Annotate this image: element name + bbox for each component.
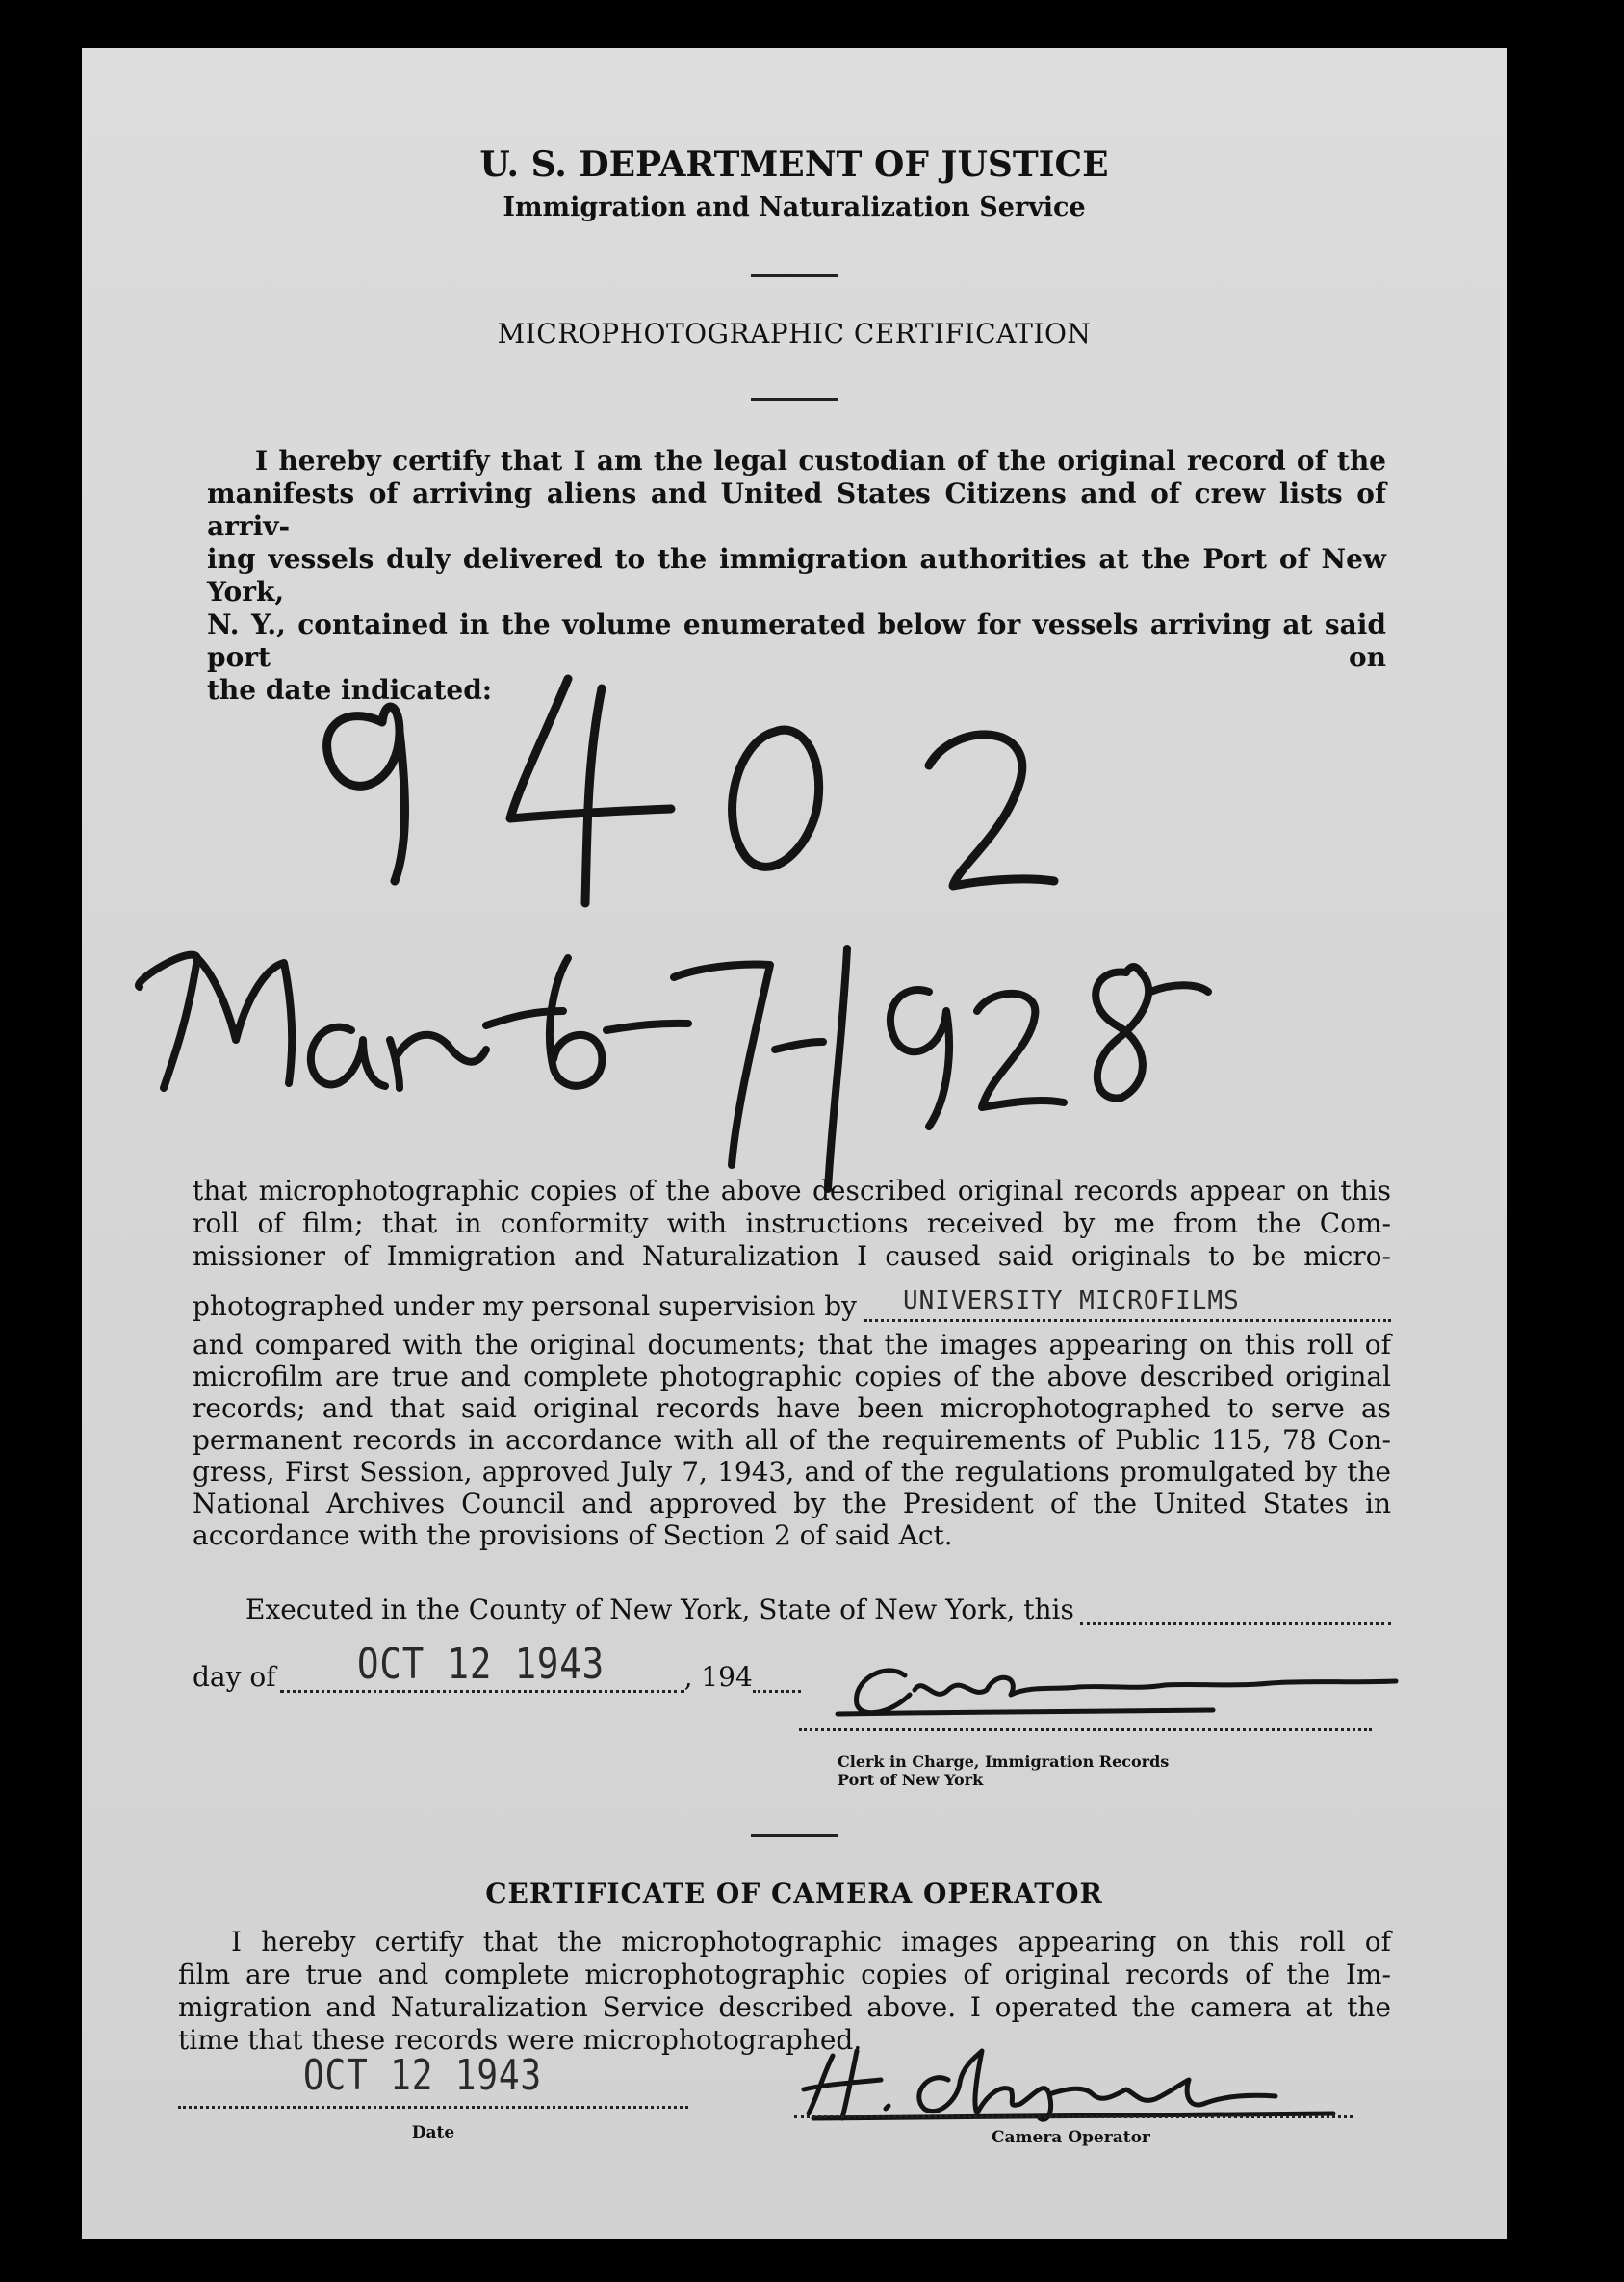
- body-line: records; and that said original records have been microphotographed to serve as: [193, 1392, 1391, 1424]
- clerk-title-line: Clerk in Charge, Immigration Records: [838, 1752, 1170, 1771]
- camera-line: migration and Naturalization Service described above. I operated the camera at the: [178, 1991, 1391, 2023]
- intro-line: the date indicated:: [207, 674, 493, 706]
- supervision-prefix: photographed under my personal supervision by: [193, 1290, 857, 1322]
- body-line: microfilm are true and complete photographic copies of the above described original: [193, 1361, 1391, 1392]
- execution-line: [245, 1594, 1391, 1625]
- handwritten-volume: [327, 679, 1054, 903]
- execution-fill-line: [1080, 1599, 1391, 1625]
- clerk-signature: [828, 1647, 1425, 1724]
- intro-line: I hereby certify that I am the legal custodian of the original record of the: [255, 445, 1386, 477]
- camera-operator-signature: [794, 2036, 1410, 2123]
- camera-operator-line: [794, 2115, 1353, 2118]
- divider-mid: [751, 398, 838, 401]
- supervision-line: [193, 1286, 1391, 1322]
- year-prefix: , 194: [683, 1661, 753, 1693]
- body-line: permanent records in accordance with all of the requirements of Public 115, 78 Con-: [193, 1424, 1391, 1456]
- execution-text: Executed in the County of New York, State of New York, this: [245, 1594, 1074, 1625]
- body-line: accordance with the provisions of Section 2 of said Act.: [193, 1519, 953, 1551]
- certification-title: MICROPHOTOGRAPHIC CERTIFICATION: [497, 318, 1092, 350]
- camera-line: I hereby certify that the microphotographic images appearing on this roll of: [231, 1926, 1391, 1958]
- intro-line: N. Y., contained in the volume enumerated below for vessels arriving at said port on: [207, 609, 1386, 673]
- camera-date-line: [178, 2106, 688, 2109]
- divider-top: [751, 274, 838, 277]
- clerk-title-line: Port of New York: [838, 1771, 984, 1789]
- service-subheading: Immigration and Naturalization Service: [503, 193, 1086, 222]
- supervision-fill-line: [864, 1286, 1391, 1322]
- handwritten-dates-text: Mar-6-7-1928: [91, 1204, 132, 1210]
- year-fill-line: [753, 1667, 801, 1693]
- divider-bottom: [751, 1834, 838, 1837]
- body-paragraph-a: [193, 1175, 1391, 1273]
- handwritten-dates: [139, 948, 1208, 1189]
- body-line: National Archives Council and approved by the President of the United States in: [193, 1488, 1391, 1519]
- camera-date-label: Date: [411, 2123, 455, 2142]
- university-microfilms-stamp: UNIVERSITY MICROFILMS: [903, 1286, 1240, 1315]
- body-line: missioner of Immigration and Naturalization I caused said originals to be micro-: [193, 1240, 1391, 1272]
- intro-line: manifests of arriving aliens and United States Citizens and of crew lists of arriv-: [207, 478, 1386, 542]
- handwritten-volume-and-dates: [82, 626, 1507, 1223]
- certificate-sheet: [82, 48, 1507, 2239]
- day-of-fill-line: [280, 1640, 684, 1693]
- clerk-title: [838, 1752, 1169, 1789]
- department-heading: U. S. DEPARTMENT OF JUSTICE: [479, 144, 1109, 185]
- execution-date-stamp: OCT 12 1943: [356, 1640, 605, 1689]
- camera-line: film are true and complete microphotographic copies of original records of the Im-: [178, 1958, 1391, 1990]
- clerk-signature-line: [799, 1728, 1372, 1731]
- body-line: roll of film; that in conformity with instructions received by me from the Com-: [193, 1207, 1391, 1239]
- body-line: that microphotographic copies of the above described original records appear on this: [193, 1175, 1391, 1206]
- body-line: gress, First Session, approved July 7, 1943, and of the regulations promulgated by the: [193, 1456, 1391, 1488]
- day-of-label: day of: [193, 1661, 276, 1693]
- camera-date-stamp: OCT 12 1943: [303, 2051, 542, 2100]
- day-of-line: [193, 1640, 895, 1693]
- camera-operator-label: Camera Operator: [992, 2128, 1150, 2147]
- camera-heading: CERTIFICATE OF CAMERA OPERATOR: [485, 1878, 1103, 1909]
- intro-line: ing vessels duly delivered to the immigration authorities at the Port of New York,: [207, 543, 1386, 608]
- body-paragraph-b: [193, 1329, 1391, 1551]
- body-line: and compared with the original documents; that the images appearing on this roll of: [193, 1329, 1391, 1361]
- camera-line: time that these records were microphotographed.: [178, 2024, 863, 2056]
